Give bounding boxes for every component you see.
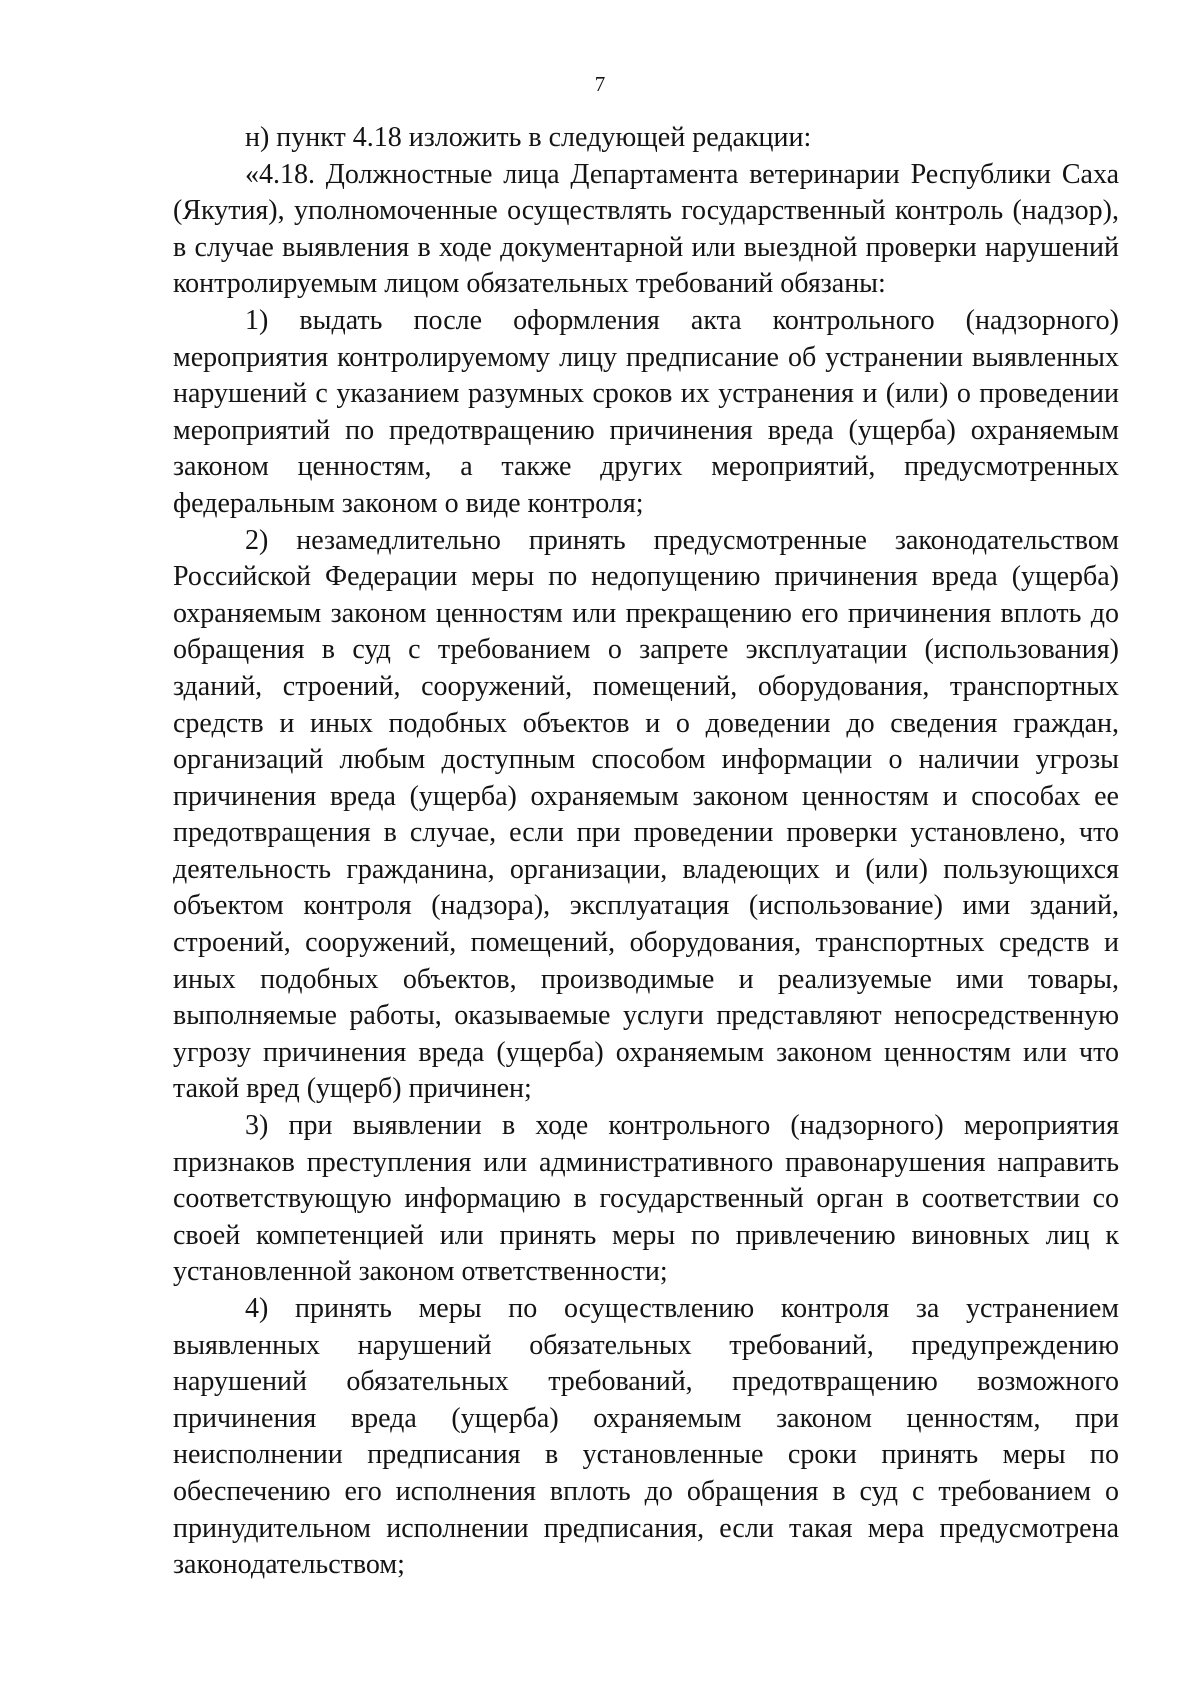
paragraph-clause-4-18: «4.18. Должностные лица Департамента ветеринарии Республики Саха (Якутия), уполномоченные осуществлять государственный контроль (надзор), в случае выявления в ходе документарной или выездной проверки нарушений контролируемым лицом обязательных требований обязаны: [173, 158, 1119, 300]
paragraph-item-2: 2) незамедлительно принять предусмотренные законодательством Российской Федерации меры по недопущению причинения вреда (ущерба) охраняемым законом ценностям или прекращению его причинения вплоть до обращения в суд с требованием о запрете эксплуатации (использования) зданий, строений, сооружений, помещений, оборудования, транспортных средств и иных подобных объектов и о доведении до сведения граждан, организаций любым доступным способом информации о наличии угрозы причинения вреда (ущерба) охраняемым законом ценностям и способах ее предотвращения в случае, если при проведении проверки установлено, что деятельность гражданина, организации, владеющих и (или) пользующихся объектом контроля (надзора), эксплуатация (использование) ими зданий, строений, сооружений, помещений, оборудования, транспортных средств и иных подобных объектов, производимые и реализуемые ими товары, выполняемые работы, оказываемые услуги представляют непосредственную угрозу причинения вреда (ущерба) охраняемым законом ценностям или что такой вред (ущерб) причинен; [173, 524, 1119, 1105]
paragraph-item-1: 1) выдать после оформления акта контрольного (надзорного) мероприятия контролируемому лицу предписание об устранении выявленных нарушений с указанием разумных сроков их устранения и (или) о проведении мероприятий по предотвращению причинения вреда (ущерба) охраняемым законом ценностям, а также других мероприятий, предусмотренных федеральным законом о виде контроля; [173, 304, 1119, 519]
page-number: 7 [594, 72, 606, 96]
paragraph-amendment-intro: н) пункт 4.18 изложить в следующей редакции: [245, 122, 812, 153]
paragraph-item-3: 3) при выявлении в ходе контрольного (надзорного) мероприятия признаков преступления или административного правонарушения направить соответствующую информацию в государственный орган в соответствии со своей компетенцией или принять меры по привлечению виновных лиц к установленной законом ответственности; [173, 1110, 1119, 1288]
document-body [173, 120, 1119, 1584]
paragraph-item-4: 4) принять меры по осуществлению контроля за устранением выявленных нарушений обязательных требований, предупреждению нарушений обязательных требований, предотвращению возможного причинения вреда (ущерба) охраняемым законом ценностям, при неисполнении предписания в установленные сроки принять меры по обеспечению его исполнения вплоть до обращения в суд с требованием о принудительном исполнении предписания, если такая мера предусмотрена законодательством; [173, 1293, 1119, 1581]
